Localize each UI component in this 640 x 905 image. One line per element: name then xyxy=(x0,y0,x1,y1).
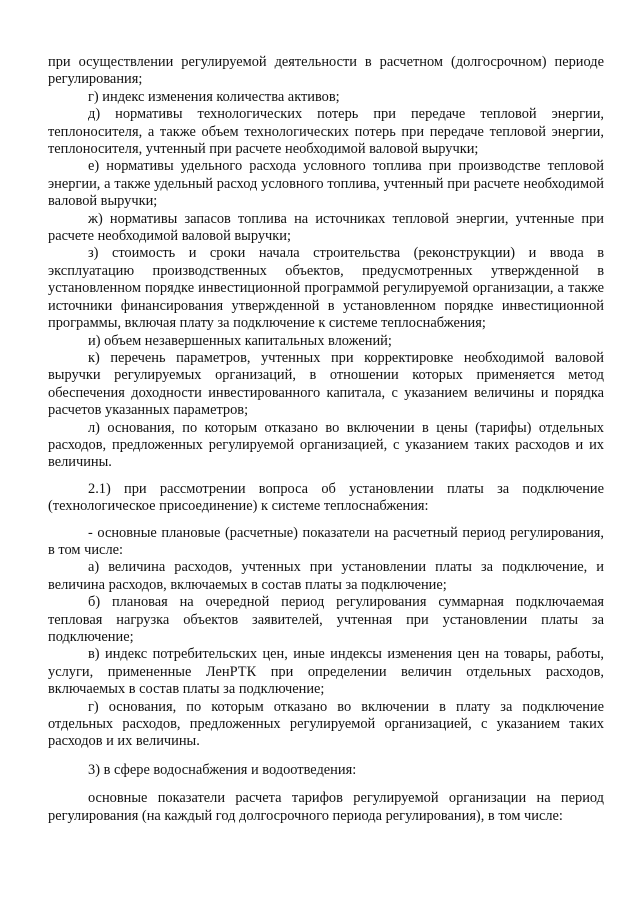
paragraph-item-g-refusal-grounds: г) основания, по которым отказано во включении в плату за подключение отдельных расходов, предложенных регулируемой организацией, с указанием таких расходов и их величины. xyxy=(48,698,604,750)
paragraph-item-v-price-index: в) индекс потребительских цен, иные индексы изменения цен на товары, работы, услуги, примененные ЛенРТК при определении величин отдельных расходов, включаемых в состав платы за подключение; xyxy=(48,646,604,698)
paragraph-item-zh-fuel-reserves: ж) нормативы запасов топлива на источниках тепловой энергии, учтенные при расчете необходимой валовой выручки; xyxy=(48,210,604,245)
paragraph-item-g-assets-index: г) индекс изменения количества активов; xyxy=(88,88,340,105)
paragraph-section-2-1: 2.1) при рассмотрении вопроса об установлении платы за подключение (технологическое присоединение) к системе теплоснабжения: xyxy=(48,480,604,515)
paragraph-item-b-heat-load: б) плановая на очередной период регулирования суммарная подключаемая тепловая нагрузка объектов заявителей, учтенная при установлении платы за подключение; xyxy=(48,594,604,645)
document-page xyxy=(48,54,604,825)
paragraph-item-z-construction: з) стоимость и сроки начала строительства (реконструкции) и ввода в эксплуатацию производственных объектов, предусмотренных утвержденной в установленном порядке инвестиционной программой регулируемой организации, а также источники финансирования утвержденной в установленном порядке инвестиционной программы, включая плату за подключение к системе теплоснабжения; xyxy=(48,245,604,332)
paragraph-item-d-loss-norms: д) нормативы технологических потерь при передаче тепловой энергии, теплоносителя, а также объем технологических потерь при передаче тепловой энергии, теплоносителя, учтенный при расчете необходимой валовой выручки; xyxy=(48,106,604,158)
paragraph-main-indicators: основные показатели расчета тарифов регулируемой организации на период регулирования (на каждый год долгосрочного периода регулирования), в том числе: xyxy=(48,790,604,824)
paragraph-continuation: при осуществлении регулируемой деятельности в расчетном (долгосрочном) периоде регулирования; xyxy=(48,54,604,88)
paragraph-item-k-parameters: к) перечень параметров, учтенных при корректировке необходимой валовой выручки регулируемых организаций, в отношении которых применяется метод обеспечения доходности инвестированного капитала, с указанием величины и порядка расчетов указанных параметров; xyxy=(48,349,604,419)
paragraph-item-e-fuel-norms: е) нормативы удельного расхода условного топлива при производстве тепловой энергии, а также удельный расход условного топлива, учтенный при расчете необходимой валовой выручки; xyxy=(48,158,604,210)
paragraph-planned-indicators: - основные плановые (расчетные) показатели на расчетный период регулирования, в том числе: xyxy=(48,524,604,558)
paragraph-item-a-expenses: а) величина расходов, учтенных при установлении платы за подключение, и величина расходов, включаемых в состав платы за подключение; xyxy=(48,559,604,593)
paragraph-item-l-refusal-grounds: л) основания, по которым отказано во включении в цены (тарифы) отдельных расходов, предложенных регулируемой организацией, с указанием таких расходов и их величины. xyxy=(48,419,604,471)
paragraph-section-3: 3) в сфере водоснабжения и водоотведения: xyxy=(88,761,357,778)
paragraph-item-i-unfinished-investments: и) объем незавершенных капитальных вложений; xyxy=(88,332,392,349)
